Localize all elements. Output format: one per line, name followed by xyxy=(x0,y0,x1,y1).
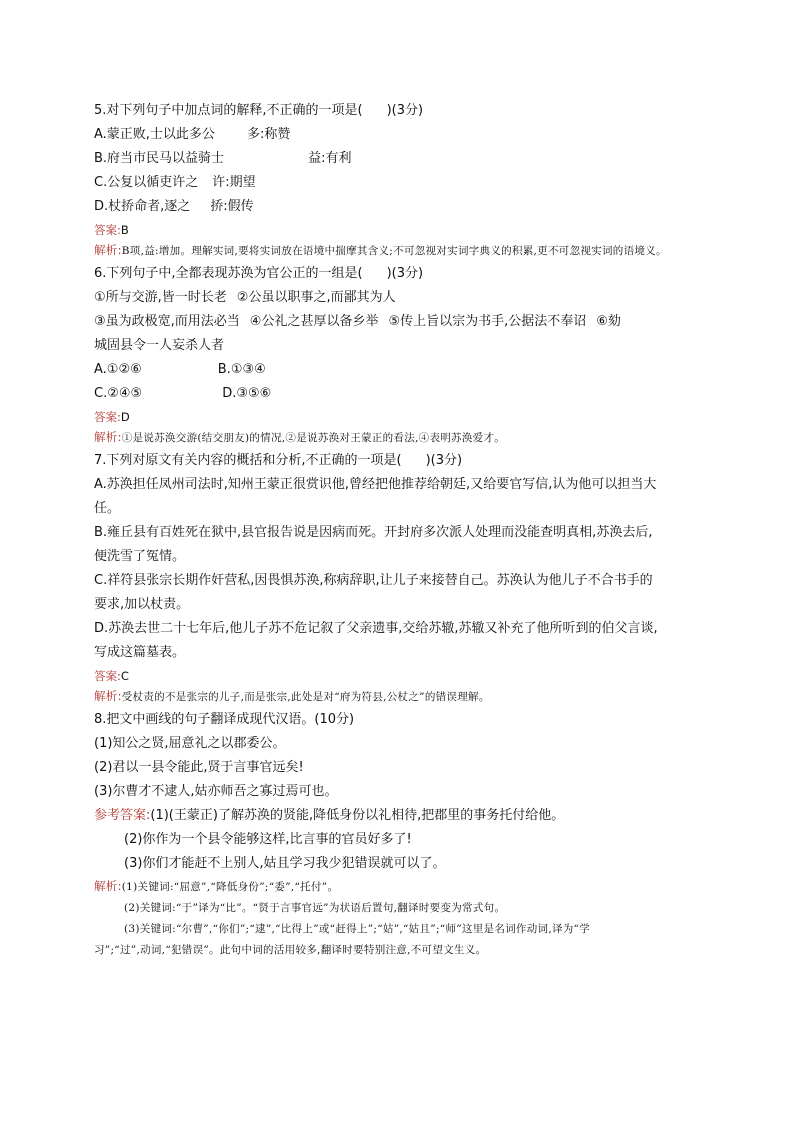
q7-option-c xyxy=(94,569,706,617)
q7-option-d-line1: D.苏涣去世二十七年后,他儿子苏不危记叙了父亲遗事,交给苏辙,苏辙又补充了他所听到的伯父言谈, xyxy=(94,621,658,636)
q6-explanation-text: ①是说苏涣交游(结交朋友)的情况,②是说苏涣对王蒙正的看法,④表明苏涣爱才。 xyxy=(121,432,506,444)
q6-answer-label: 答案: xyxy=(94,410,121,424)
q7-score: )(3分) xyxy=(425,453,463,468)
q8-reference-3: (3)你们才能赶不上别人,姑且学习我少犯错误就可以了。 xyxy=(124,856,446,871)
q7-option-b-line2: 便洗雪了冤情。 xyxy=(94,549,186,564)
q7-explanation-text: 受杖责的不是张宗的儿子,而是张宗,此处是对“府为符县,公杖之”的错误理解。 xyxy=(121,691,490,703)
q7-answer-label: 答案: xyxy=(94,669,121,683)
q5-b-sentence: B.府当市民马以益骑士 xyxy=(94,151,225,166)
q5-stem xyxy=(94,99,706,123)
q7-option-a-line1: A.苏涣担任凤州司法时,知州王蒙正很赏识他,曾经把他推荐给朝廷,又给要官写信,认为他可以担当大 xyxy=(94,477,657,492)
q7-option-a xyxy=(94,473,706,521)
q6-sentences-row1 xyxy=(94,286,706,310)
q8-stem: 8.把文中画线的句子翻译成现代汉语。(10分) xyxy=(94,712,355,727)
q7-answer xyxy=(94,666,706,686)
q8-explanation xyxy=(94,876,706,898)
q6-stem xyxy=(94,262,706,286)
q7-option-a-line2: 任。 xyxy=(94,501,121,516)
q5-answer-value: B xyxy=(120,223,129,237)
q5-stem-text: 5.对下列句子中加点词的解释,不正确的一项是( xyxy=(94,103,363,118)
q7-option-b-line1: B.雍丘县有百姓死在狱中,县官报告说是因病而死。开封府多次派人处理而没能查明真相,苏涣去后, xyxy=(94,525,653,540)
q5-option-b xyxy=(94,147,706,171)
q5-explanation-label: 解析: xyxy=(94,243,122,257)
q6-stem-text: 6.下列句子中,全都表现苏涣为官公正的一组是( xyxy=(94,266,363,281)
q7-stem xyxy=(94,449,706,473)
q5-answer xyxy=(94,220,706,240)
q8-sentence-1: (1)知公之贤,屈意礼之以郡委公。 xyxy=(94,736,286,751)
q6-options-row2 xyxy=(94,382,706,406)
q6-answer xyxy=(94,407,706,427)
q5-explanation-text: B项,益:增加。理解实词,要将实词放在语境中揣摩其含义;不可忽视对实词字典义的积累,更不可忽视实词的语境义。 xyxy=(121,245,667,257)
q6-sentence-6-start: ⑥劾 xyxy=(596,314,621,329)
q5-d-gloss: 挢:假传 xyxy=(210,199,254,214)
q5-option-c xyxy=(94,171,706,195)
q5-option-d xyxy=(94,195,706,219)
q8-reference-answer xyxy=(94,804,706,828)
q7-explanation xyxy=(94,686,706,708)
q6-sentence-4: ④公礼之甚厚以备乡举 xyxy=(249,314,379,329)
q8-explanation-1: (1)关键词:“屈意”,“降低身份”;“委”,“托付”。 xyxy=(121,881,339,893)
q8-explanation-2: (2)关键词:“于”译为“比”。“贤于言事官远”为状语后置句,翻译时要变为常式句。 xyxy=(124,902,506,914)
q5-a-gloss: 多:称赞 xyxy=(246,127,291,142)
q6-option-d: D.③⑤⑥ xyxy=(222,386,272,401)
q6-option-b: B.①③④ xyxy=(217,362,266,377)
q6-sentences-row2 xyxy=(94,310,706,334)
q6-explanation xyxy=(94,427,706,449)
q6-score: )(3分) xyxy=(386,266,424,281)
q6-sentence-3: ③虽为政极宽,而用法必当 xyxy=(94,314,240,329)
q5-option-a xyxy=(94,123,706,147)
q8-sentence-2: (2)君以一县令能此,贤于言事官远矣! xyxy=(94,760,304,775)
question-content xyxy=(94,99,706,961)
q7-option-c-line2: 要求,加以杖责。 xyxy=(94,597,190,612)
q5-score: )(3分) xyxy=(386,103,424,118)
q6-explanation-label: 解析: xyxy=(94,430,122,444)
q8-reference-label: 参考答案: xyxy=(94,808,151,823)
q6-sentences-row3 xyxy=(94,334,706,358)
q5-a-sentence: A.蒙正败,士以此多公 xyxy=(94,127,215,142)
q6-sentence-2: ②公虽以职事之,而鄙其为人 xyxy=(236,290,396,305)
q7-answer-value: C xyxy=(120,669,129,683)
q5-c-sentence: C.公复以循吏许之 xyxy=(94,175,199,190)
q5-explanation xyxy=(94,240,706,262)
q5-b-gloss: 益:有利 xyxy=(308,151,352,166)
q8-reference-2: (2)你作为一个县令能够这样,比言事的官员好多了! xyxy=(124,832,412,847)
q5-d-sentence: D.杖挢命者,逐之 xyxy=(94,199,191,214)
q6-option-c: C.②④⑤ xyxy=(94,386,143,401)
q6-option-a: A.①②⑥ xyxy=(94,362,142,377)
q7-option-c-line1: C.祥符县张宗长期作奸营私,因畏惧苏涣,称病辞职,让儿子来接替自己。苏涣认为他儿子不合书手的 xyxy=(94,573,653,588)
q7-explanation-label: 解析: xyxy=(94,689,122,703)
q5-c-gloss: 许:期望 xyxy=(212,175,256,190)
q6-sentence-1: ①所与交游,皆一时长老 xyxy=(94,290,227,305)
q5-answer-label: 答案: xyxy=(94,223,121,237)
q7-option-b xyxy=(94,521,706,569)
q8-explanation-label: 解析: xyxy=(94,879,122,893)
q7-stem-text: 7.下列对原文有关内容的概括和分析,不正确的一项是( xyxy=(94,453,402,468)
q6-sentence-6-end: 城固县令一人妄杀人者 xyxy=(94,338,225,353)
q8-explanation-3-line1: (3)关键词:“尔曹”,“你们”;“逮”,“比得上”或“赶得上”;“姑”,“姑且”;“师”这里是名词作动词,译为“学 xyxy=(124,923,591,935)
q7-option-d-line2: 写成这篇墓表。 xyxy=(94,645,186,660)
q6-options-row1 xyxy=(94,358,706,382)
q6-sentence-5: ⑤传上旨以宗为书手,公据法不奉诏 xyxy=(388,314,587,329)
q7-option-d xyxy=(94,617,706,665)
q8-reference-1: (1)(王蒙正)了解苏涣的贤能,降低身份以礼相待,把郡里的事务托付给他。 xyxy=(150,808,565,823)
q8-explanation-3-line2: 习”;“过”,动词,“犯错误”。此句中词的活用较多,翻译时要特别注意,不可望文生义。 xyxy=(94,944,487,956)
q8-sentence-3: (3)尔曹才不逮人,姑亦师吾之寡过焉可也。 xyxy=(94,784,338,799)
q6-answer-value: D xyxy=(120,410,130,424)
